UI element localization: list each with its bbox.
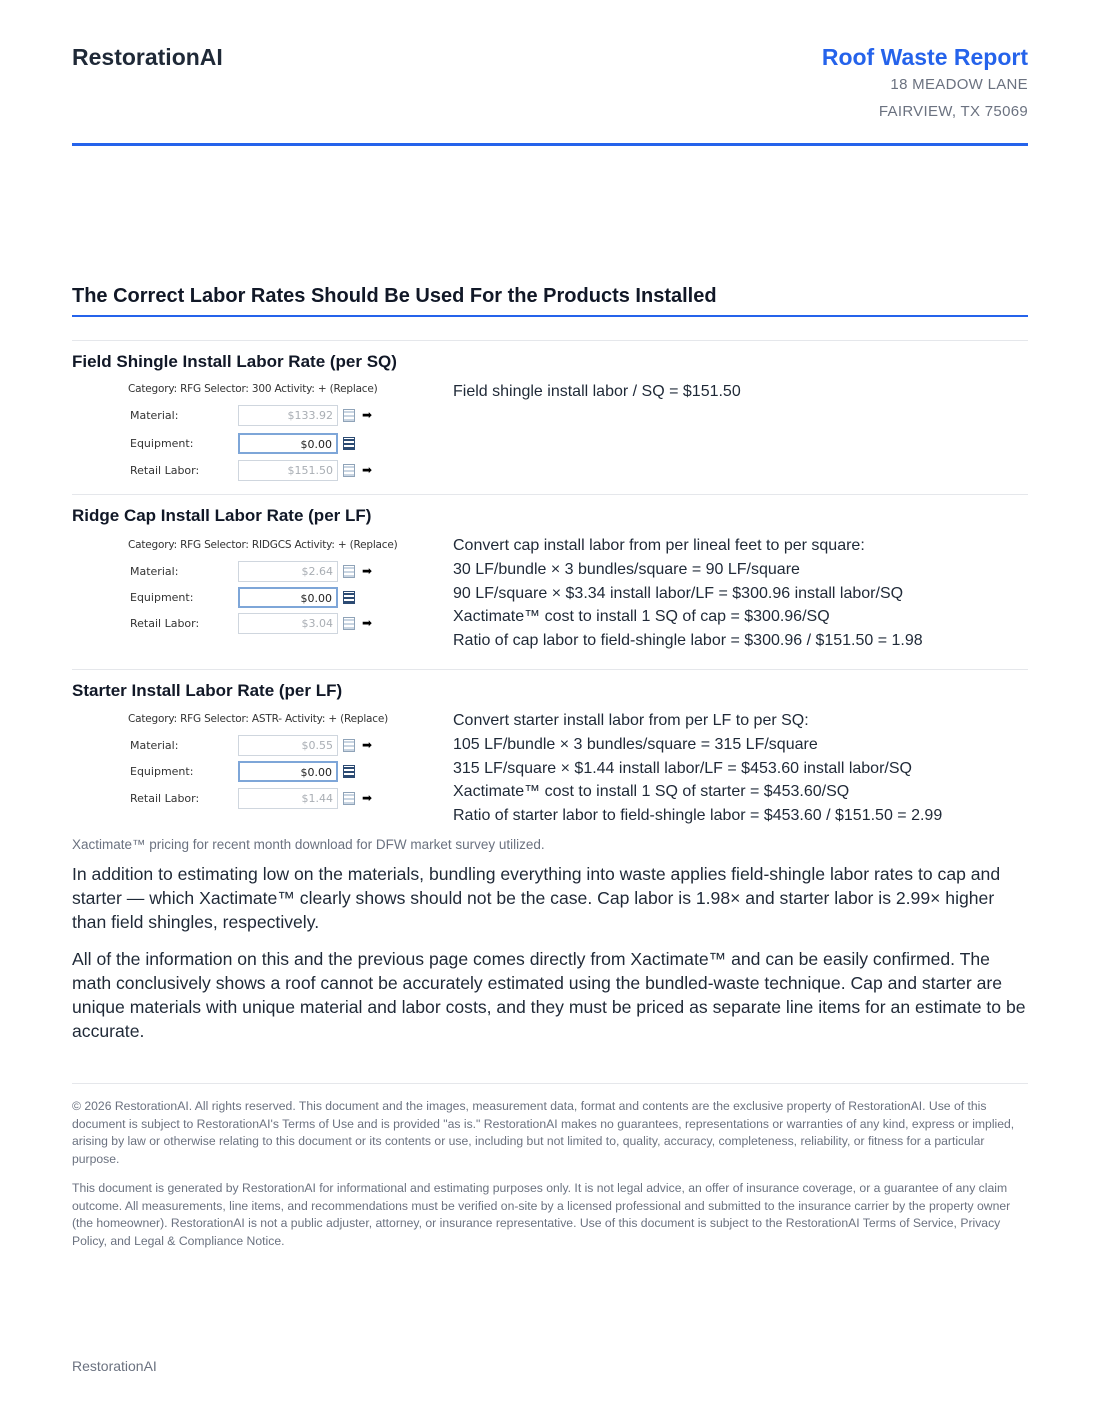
calculator-icon [343, 464, 355, 477]
report-page [72, 0, 1028, 1424]
calculator-icon [343, 617, 355, 630]
calc-line: Ratio of cap labor to field-shingle labor = $300.96 / $151.50 = 1.98 [453, 632, 923, 650]
calculator-icon [343, 409, 355, 422]
widget-category: Category: RFG Selector: 300 Activity: + (Replace) [128, 383, 378, 395]
arrow-right-icon: ➡ [362, 791, 373, 805]
widget-material-row [128, 735, 398, 757]
calc-line: Field shingle install labor / SQ = $151.50 [453, 383, 741, 400]
labor-field: $151.50 [238, 460, 338, 481]
material-field: $0.55 [238, 735, 338, 756]
equipment-label: Equipment: [130, 437, 194, 450]
disclaimer-notice: This document is generated by RestorationAI for informational and estimating purposes only. It is not legal advice, an offer of insurance coverage, or a guarantee of any claim outcome. All measurements, line items, and recommendations must be verified on-site by a licensed professional and submitted to the insurance carrier by the property owner (the homeowner). RestorationAI is not a public adjuster, attorney, or insurance representative. Use of this document is subject to the RestorationAI Terms of Service, Privacy Policy, and Legal & Compliance Notice. [72, 1181, 1011, 1248]
labor-field: $1.44 [238, 788, 338, 809]
report-title: Roof Waste Report [821, 44, 1028, 70]
arrow-right-icon: ➡ [362, 408, 373, 422]
ridge-cap-calculation [453, 534, 923, 653]
brand-name: RestorationAI [72, 44, 223, 70]
divider [72, 494, 1028, 495]
widget-labor-row [128, 788, 398, 810]
widget-material-row [128, 561, 398, 583]
arrow-right-icon: ➡ [362, 616, 373, 630]
field-shingle-calculation [453, 380, 741, 404]
equipment-label: Equipment: [130, 591, 194, 604]
material-field: $2.64 [238, 561, 338, 582]
footer-brand: RestorationAI [72, 1358, 157, 1374]
report-header [72, 44, 1028, 146]
starter-xactimate-widget [128, 713, 398, 813]
material-label: Material: [130, 409, 179, 422]
material-label: Material: [130, 565, 179, 578]
calc-line: Ratio of starter labor to field-shingle labor = $453.60 / $151.50 = 2.99 [453, 807, 943, 825]
field-shingle-xactimate-widget [128, 383, 398, 483]
equipment-field: $0.00 [238, 433, 338, 454]
address-line-2: FAIRVIEW, TX 75069 [878, 103, 1028, 120]
calculator-icon [343, 792, 355, 805]
divider [72, 340, 1028, 341]
widget-category: Category: RFG Selector: ASTR- Activity: + (Replace) [128, 713, 389, 725]
divider [72, 1083, 1028, 1084]
calc-line: 30 LF/bundle × 3 bundles/square = 90 LF/square [453, 560, 800, 578]
labor-label: Retail Labor: [130, 464, 200, 477]
calculator-icon [343, 591, 355, 604]
widget-equipment-row [128, 433, 398, 455]
widget-equipment-row [128, 761, 398, 783]
calc-line: Convert starter install labor from per LF to per SQ: [453, 712, 809, 729]
material-label: Material: [130, 739, 179, 752]
equipment-field: $0.00 [238, 761, 338, 782]
calc-line: 315 LF/square × $1.44 install labor/LF = $453.60 install labor/SQ [453, 759, 912, 777]
calc-line: 105 LF/bundle × 3 bundles/square = 315 LF/square [453, 735, 818, 753]
paragraph: All of the information on this and the previous page comes directly from Xactimate™ and can be easily confirmed. The math conclusively shows a roof cannot be accurately estimated using the bundled-waste technique. Cap and starter are unique materials with unique material and labor costs, and they must be priced as separate line items for an estimate to be accurate. [72, 949, 1026, 1041]
pricing-note: Xactimate™ pricing for recent month download for DFW market survey utilized. [72, 837, 545, 852]
calc-line: 90 LF/square × $3.34 install labor/LF = $300.96 install labor/SQ [453, 584, 904, 602]
labor-label: Retail Labor: [130, 617, 200, 630]
field-shingle-title: Field Shingle Install Labor Rate (per SQ) [72, 352, 397, 371]
widget-labor-row [128, 613, 398, 635]
section-title: The Correct Labor Rates Should Be Used For the Products Installed [72, 285, 1028, 317]
calculator-icon [343, 765, 355, 778]
calculator-icon [343, 739, 355, 752]
starter-title: Starter Install Labor Rate (per LF) [72, 681, 343, 700]
copyright-notice: © 2026 RestorationAI. All rights reserved. This document and the images, measurement data, format and contents are the exclusive property of RestorationAI. Use of this document is subject to RestorationAI's Terms of Use and is provided "as is." RestorationAI makes no guarantees, representations or warranties of any kind, express or implied, arising by law or otherwise relating to this document or its contents or use, including but not limited to, quality, accuracy, completeness, reliability, or fitness for a particular purpose. [72, 1099, 1015, 1166]
arrow-right-icon: ➡ [362, 564, 373, 578]
calc-line: Xactimate™ cost to install 1 SQ of cap = $300.96/SQ [453, 608, 830, 626]
paragraph: In addition to estimating low on the materials, bundling everything into waste applies field-shingle labor rates to cap and starter — which Xactimate™ clearly shows should not be the case. Cap labor is 1.98× and starter labor is 2.99× higher than field shingles, respectively. [72, 864, 1001, 932]
divider [72, 669, 1028, 670]
labor-field: $3.04 [238, 613, 338, 634]
starter-calculation [453, 709, 942, 828]
material-field: $133.92 [238, 405, 338, 426]
calc-line: Xactimate™ cost to install 1 SQ of starter = $453.60/SQ [453, 783, 850, 801]
address-line-1: 18 MEADOW LANE [890, 76, 1028, 93]
calculator-icon [343, 437, 355, 450]
arrow-right-icon: ➡ [362, 738, 373, 752]
widget-equipment-row [128, 587, 398, 609]
labor-label: Retail Labor: [130, 792, 200, 805]
calc-line: Convert cap install labor from per lineal feet to per square: [453, 537, 865, 554]
ridge-cap-xactimate-widget [128, 539, 398, 639]
calculator-icon [343, 565, 355, 578]
widget-category: Category: RFG Selector: RIDGCS Activity: + (Replace) [128, 539, 398, 551]
equipment-label: Equipment: [130, 765, 194, 778]
widget-labor-row [128, 460, 398, 482]
equipment-field: $0.00 [238, 587, 338, 608]
ridge-cap-title: Ridge Cap Install Labor Rate (per LF) [72, 506, 372, 525]
widget-material-row [128, 405, 398, 427]
arrow-right-icon: ➡ [362, 463, 373, 477]
